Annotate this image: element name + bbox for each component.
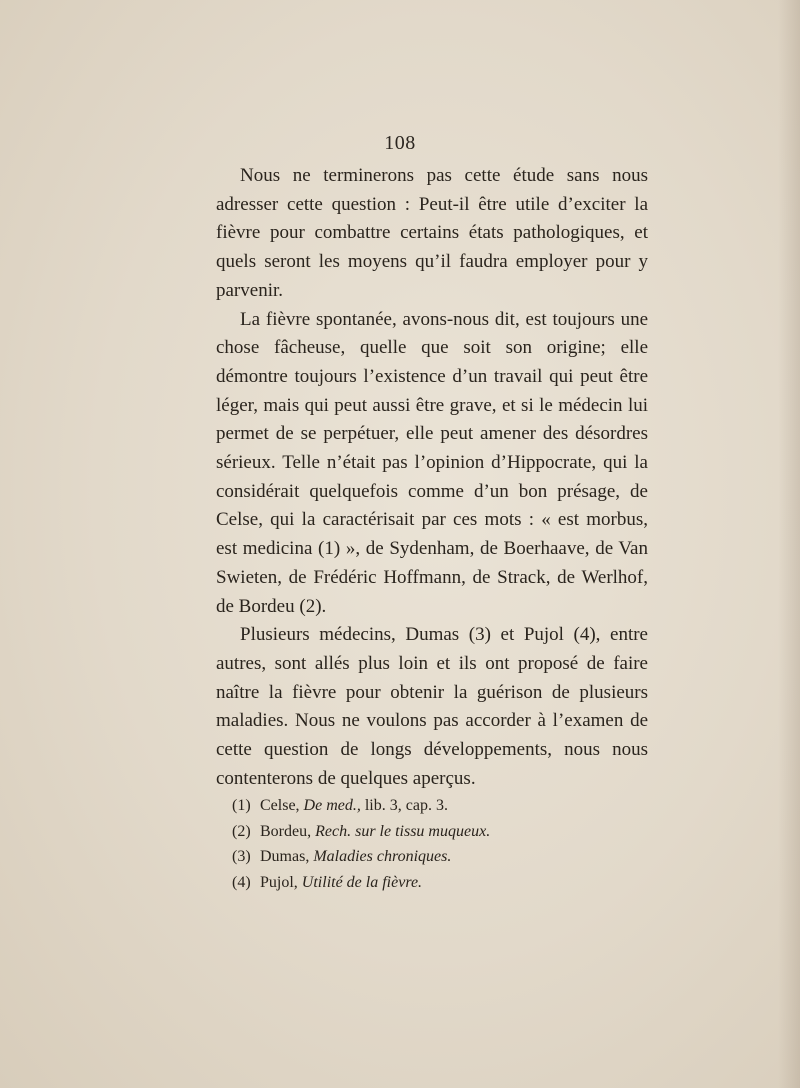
footnote-number: (3)	[232, 848, 251, 865]
footnote-work: Rech. sur le tissu muqueux.	[315, 822, 491, 840]
body-text	[216, 162, 648, 793]
footnote	[232, 819, 652, 845]
footnote-number: (1)	[232, 797, 251, 814]
footnote-author: Bordeu,	[260, 822, 312, 840]
footnotes	[232, 793, 652, 895]
footnote	[232, 870, 652, 896]
page-number: 108	[384, 132, 416, 154]
footnote-number: (4)	[232, 873, 251, 891]
paragraph: Plusieurs médecins, Dumas (3) et Pujol (4), entre autres, sont allés plus loin et ils ont proposé de faire naître la fièvre pour obtenir la guérison de plusieurs maladies. Nous ne voulons pas accorder à l’examen de cette question de longs développements, nous nous contenterons de quelques aperçus.	[216, 624, 648, 789]
page-edge-shadow	[778, 0, 800, 1088]
footnote	[232, 844, 652, 870]
footnote-work: Utilité de la fièvre.	[301, 873, 423, 891]
footnote	[232, 793, 652, 819]
footnote-work: De med.,	[303, 797, 361, 814]
footnote-work: Maladies chroniques.	[313, 848, 452, 865]
footnote-author: Pujol,	[260, 873, 298, 891]
footnote-author: Dumas,	[260, 848, 310, 865]
paragraph: La fièvre spontanée, avons-nous dit, est toujours une chose fâcheuse, quelle que soit son origine; elle démontre toujours l’existence d’un travail qui peut être léger, mais qui peut aussi être grave, et si le médecin lui permet de se perpétuer, elle peut amener des désordres sérieux. Telle n’était pas l’opinion d’Hippocrate, qui la considérait quelquefois comme d’un bon présage, de Celse, qui la caractérisait par ces mots : « est morbus, est medicina (1) », de Sydenham, de Boerhaave, de Van Swieten, de Frédéric Hoffmann, de Strack, de Werlhof, de Bordeu (2).	[216, 308, 648, 617]
footnote-author: Celse,	[260, 797, 300, 814]
paragraph: Nous ne terminerons pas cette étude sans nous adresser cette question : Peut-il être utile d’exciter la fièvre pour combattre certains états pathologiques, et quels seront les moyens qu’il faudra employer pour y parvenir.	[216, 165, 648, 301]
footnote-number: (2)	[232, 822, 251, 840]
footnote-reference: lib. 3, cap. 3.	[364, 797, 448, 814]
